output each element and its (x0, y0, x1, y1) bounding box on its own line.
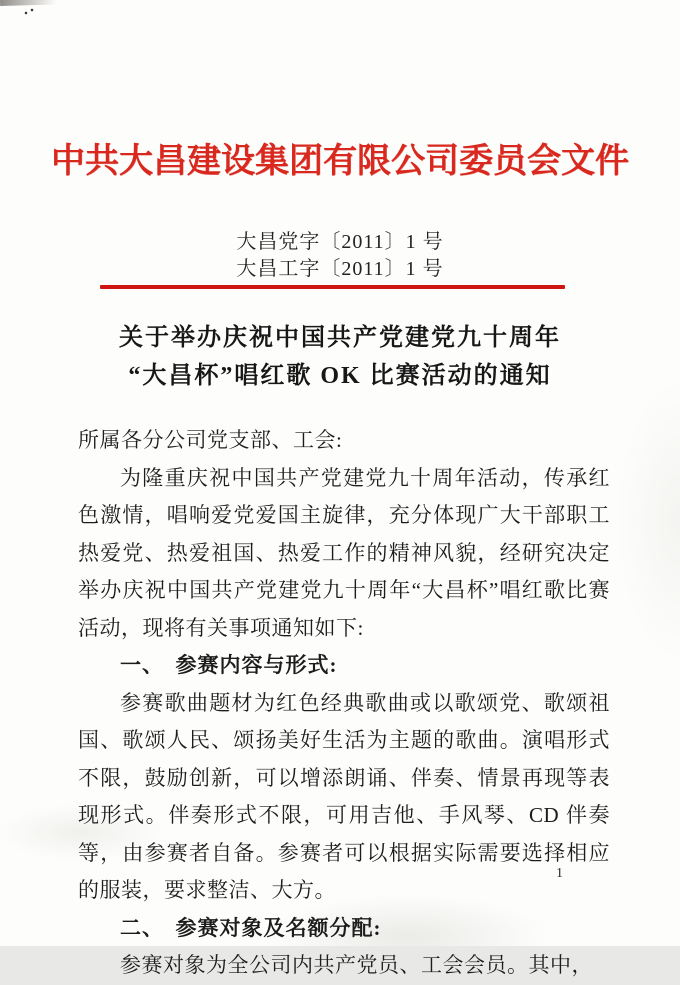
staple-mark-artifact (24, 8, 34, 15)
scan-edge-artifact (0, 0, 70, 6)
document-number-block (0, 229, 680, 283)
notice-body (78, 422, 610, 985)
page-number: 1 (556, 866, 563, 881)
paragraph-intro: 为隆重庆祝中国共产党建党九十周年活动，传承红色激情，唱响爱党爱国主旋律，充分体现广大干部职工热爱党、热爱祖国、热爱工作的精神风貌，经研究决定举办庆祝中国共产党建党九十周年“大昌杯”唱红歌比赛活动，现将有关事项通知如下: (78, 465, 610, 640)
paragraph-section-2: 参赛对象为全公司内共产党员、工会会员。其中， (120, 953, 593, 977)
salutation: 所属各分公司党支部、工会: (78, 428, 343, 452)
letterhead-org-title: 中共大昌建设集团有限公司委员会文件 (51, 143, 629, 180)
document-number-union: 大昌工字〔2011〕1 号 (236, 258, 444, 280)
section-heading-2: 二、 参赛对象及名额分配: (120, 915, 382, 940)
document-number-party: 大昌党字〔2011〕1 号 (236, 231, 444, 253)
notice-title (0, 319, 680, 395)
letterhead-red-rule (100, 285, 565, 289)
section-heading-1: 一、 参赛内容与形式: (120, 653, 338, 677)
notice-title-line1: 关于举办庆祝中国共产党建党九十周年 (119, 325, 561, 351)
notice-title-line2: “大昌杯”唱红歌 OK 比赛活动的通知 (128, 363, 552, 389)
paragraph-section-1: 参赛歌曲题材为红色经典歌曲或以歌颂党、歌颂祖国、歌颂人民、颂扬美好生活为主题的歌曲。演唱形式不限，鼓励创新，可以增添朗诵、伴奏、情景再现等表现形式。伴奏形式不限，可用吉他、手风琴、CD 伴奏等，由参赛者自备。参赛者可以根据实际需要选择相应的服装，要求整洁、大方。 (78, 690, 610, 902)
